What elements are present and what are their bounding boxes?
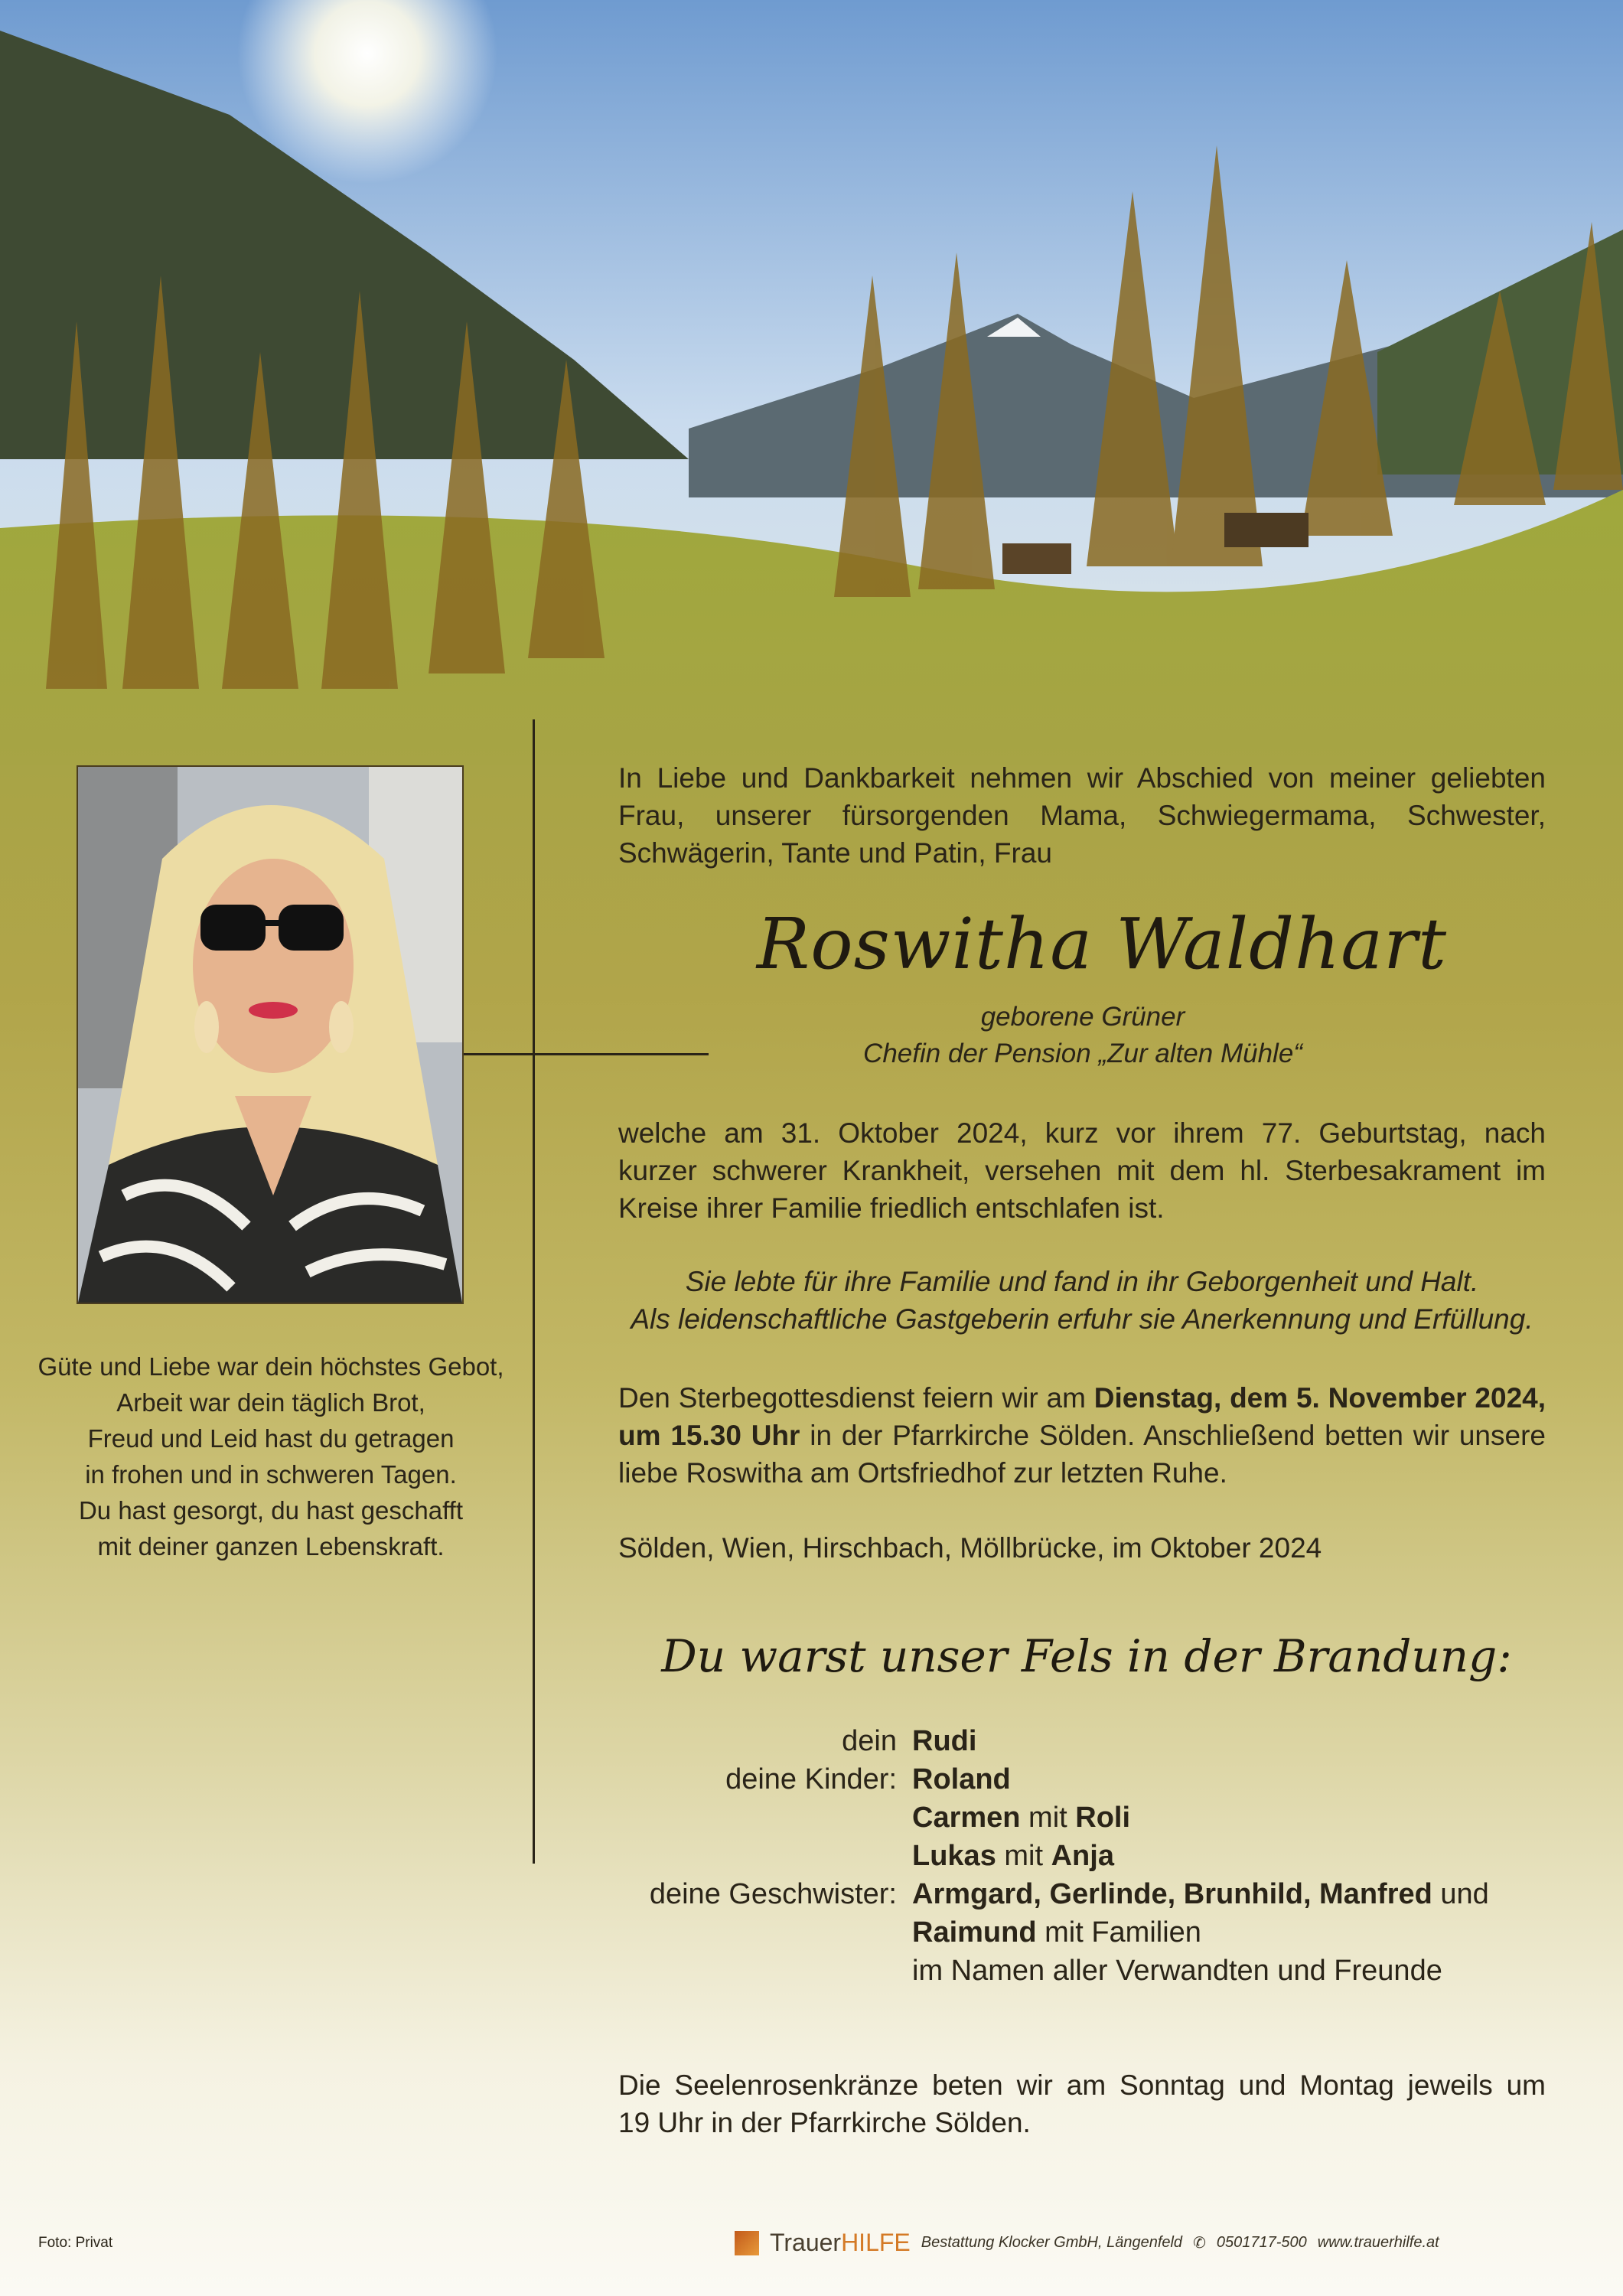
- death-line: welche am 31. Oktober 2024, kurz vor ihrem 77. Geburtstag, nach: [618, 1117, 1546, 1149]
- logo-text: Trauer: [770, 2229, 842, 2256]
- connector: mit: [996, 1840, 1051, 1872]
- list-item: [618, 1875, 1567, 1913]
- intro-line: Frau, unserer fürsorgenden Mama, Schwiegermama, Schwester,: [618, 800, 1546, 831]
- family-motto: Du warst unser Fels in der Brandung:: [661, 1630, 1512, 1682]
- occupation: Chefin der Pension „Zur alten Mühle“: [863, 1039, 1302, 1068]
- birth-name: geborene Grüner: [980, 1002, 1185, 1032]
- list-item: [618, 1952, 1567, 1990]
- relation-names: [912, 1760, 1011, 1799]
- relatives-text: im Namen aller Verwandten und Freunde: [912, 1955, 1442, 1987]
- poem-line: Du hast gesorgt, du hast geschafft: [78, 1496, 464, 1525]
- death-notice: [618, 1114, 1546, 1227]
- list-item: [618, 1837, 1567, 1875]
- poem-line: Güte und Liebe war dein höchstes Gebot,: [37, 1352, 504, 1381]
- sibling-name: Raimund: [912, 1916, 1037, 1949]
- relation-label-empty: [618, 1913, 912, 1952]
- intro-text: [618, 759, 1546, 872]
- company-name: Bestattung Klocker GmbH, Längenfeld: [921, 2234, 1183, 2251]
- logo-text-accent: HILFE: [841, 2229, 911, 2256]
- footer: [735, 2229, 1439, 2257]
- list-item: [618, 1760, 1567, 1799]
- funeral-text: in der Pfarrkirche Sölden. Anschließend betten wir unsere: [800, 1420, 1546, 1451]
- funeral-line: liebe Roswitha am Ortsfriedhof zur letzten Ruhe.: [618, 1457, 1227, 1489]
- landscape-background-image: [0, 0, 1623, 765]
- portrait-image: [78, 767, 462, 1303]
- relation-label: deine Kinder:: [725, 1763, 897, 1795]
- death-line: Kreise ihrer Familie friedlich entschlafen ist.: [618, 1192, 1165, 1224]
- relation-names: [912, 1799, 1130, 1837]
- relation-names: [912, 1837, 1114, 1875]
- quote-line: Als leidenschaftliche Gastgeberin erfuhr sie Anerkennung und Erfüllung.: [631, 1303, 1533, 1335]
- connector: mit Familien: [1036, 1916, 1201, 1949]
- tribute-quote: [618, 1263, 1546, 1338]
- relation-names: [912, 1875, 1489, 1913]
- partner-name: Anja: [1051, 1840, 1114, 1872]
- cross-vertical-line: [533, 719, 535, 1864]
- phone-icon: ✆: [1193, 2235, 1206, 2252]
- connector: und: [1432, 1878, 1489, 1910]
- intro-line: In Liebe und Dankbarkeit nehmen wir Abschied von meiner geliebten: [618, 762, 1546, 794]
- cross-horizontal-line: [464, 1053, 709, 1055]
- photo-credit: Foto: Privat: [38, 2235, 113, 2251]
- name-subtitle: [689, 999, 1477, 1072]
- relation-names: [912, 1913, 1201, 1952]
- relation-label-empty: [618, 1952, 912, 1990]
- poem-line: Freud und Leid hast du getragen: [87, 1424, 455, 1453]
- funeral-line: [618, 1417, 1546, 1454]
- places-and-date: Sölden, Wien, Hirschbach, Möllbrücke, im Oktober 2024: [618, 1532, 1322, 1564]
- deceased-name: Roswitha Waldhart: [756, 903, 1448, 985]
- trauerhilfe-logo: [770, 2229, 911, 2257]
- poem-line: in frohen und in schweren Tagen.: [85, 1460, 457, 1489]
- phone-number: 0501717-500: [1216, 2234, 1307, 2251]
- relation-label: deine Geschwister:: [649, 1878, 897, 1910]
- child-name: Carmen: [912, 1802, 1021, 1834]
- relation-names: [912, 1722, 976, 1760]
- website-link[interactable]: www.trauerhilfe.at: [1317, 2234, 1439, 2251]
- trauerhilfe-logo-icon: [735, 2231, 759, 2255]
- poem-line: mit deiner ganzen Lebenskraft.: [97, 1532, 445, 1561]
- relation-label: dein: [842, 1725, 897, 1757]
- funeral-text: Den Sterbegottesdienst feiern wir am: [618, 1382, 1094, 1414]
- funeral-time: um 15.30 Uhr: [618, 1420, 800, 1451]
- child-name: Roland: [912, 1763, 1011, 1795]
- portrait-photo: [77, 765, 464, 1304]
- memorial-poem: [15, 1349, 526, 1564]
- funeral-date: Dienstag, dem 5. November 2024,: [1093, 1382, 1546, 1414]
- intro-line: Schwägerin, Tante und Patin, Frau: [618, 837, 1052, 869]
- list-item: [618, 1799, 1567, 1837]
- rosary-line: Die Seelenrosenkränze beten wir am Sonntag und Montag jeweils um: [618, 2069, 1546, 2101]
- rosary-notice: [618, 2066, 1546, 2141]
- rosary-line: 19 Uhr in der Pfarrkirche Sölden.: [618, 2107, 1031, 2138]
- list-item: [618, 1722, 1567, 1760]
- funeral-line: [618, 1379, 1546, 1417]
- poem-line: Arbeit war dein täglich Brot,: [116, 1388, 425, 1417]
- husband-name: Rudi: [912, 1725, 977, 1757]
- mourners-list: [618, 1722, 1567, 1990]
- connector: mit: [1020, 1802, 1076, 1834]
- quote-line: Sie lebte für ihre Familie und fand in ihr Geborgenheit und Halt.: [685, 1266, 1479, 1297]
- relation-label-empty: [618, 1799, 912, 1837]
- partner-name: Roli: [1075, 1802, 1131, 1834]
- list-item: [618, 1913, 1567, 1952]
- death-line: kurzer schwerer Krankheit, versehen mit dem hl. Sterbesakrament im: [618, 1155, 1546, 1186]
- sibling-names: Armgard, Gerlinde, Brunhild, Manfred: [912, 1878, 1432, 1910]
- funeral-announcement: [618, 1379, 1546, 1492]
- child-name: Lukas: [912, 1840, 996, 1872]
- relation-label-empty: [618, 1837, 912, 1875]
